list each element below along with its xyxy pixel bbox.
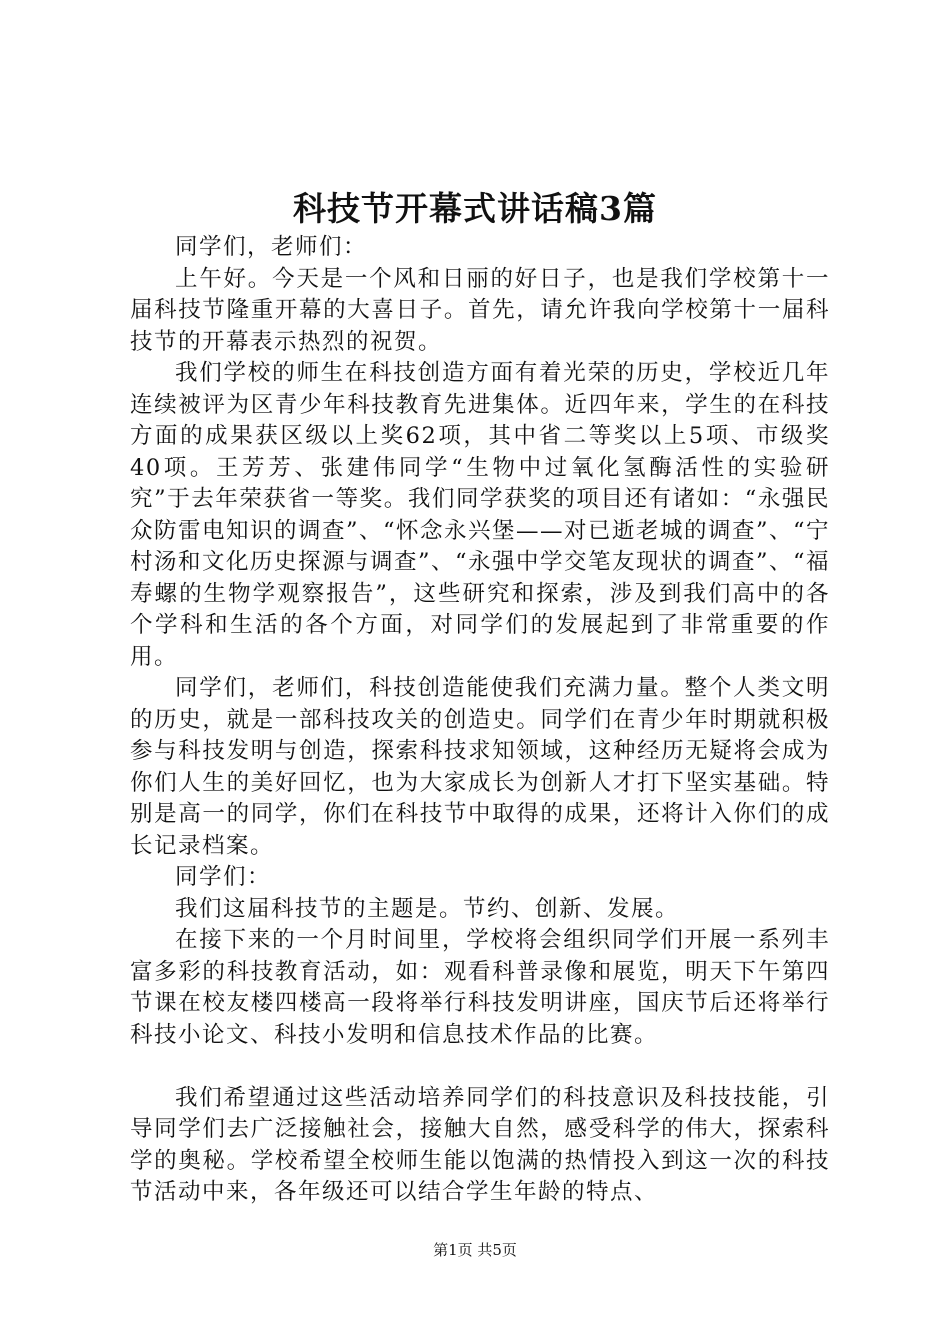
paragraph-significance: 同学们，老师们，科技创造能使我们充满力量。整个人类文明的历史，就是一部科技攻关的创造史。同学们在青少年时期就积极参与科技发明与创造，探索科技求知领域，这种经历无疑将会成为你们人生的美好回忆，也为大家成长为创新人才打下坚实基础。特别是高一的同学，你们在科技节中取得的成果，还将计入你们的成长记录档案。 — [130, 675, 830, 859]
paragraph-hopes: 我们希望通过这些活动培养同学们的科技意识及科技技能，引导同学们去广泛接触社会，接触大自然，感受科学的伟大，探索科学的奥秘。学校希望全校师生能以饱满的热情投入到这一次的科技节活动中来，各年级还可以结合学生年龄的特点、 — [130, 1084, 830, 1205]
paragraph-history: 我们学校的师生在科技创造方面有着光荣的历史，学校近几年连续被评为区青少年科技教育先进集体。近四年来，学生的在科技方面的成果获区级以上奖62项，其中省二等奖以上5项、市级奖40项。王芳芳、张建伟同学“生物中过氧化氢酶活性的实验研究”于去年荣获省一等奖。我们同学获奖的项目还有诸如：“永强民众防雷电知识的调查”、“怀念永兴堡——对已逝老城的调查”、“宁村汤和文化历史探源与调查”、“永强中学交笔友现状的调查”、“福寿螺的生物学观察报告”，这些研究和探索，涉及到我们高中的各个学科和生活的各个方面，对同学们的发展起到了非常重要的作用。 — [130, 360, 831, 670]
paragraph-theme: 我们这届科技节的主题是。节约、创新、发展。 — [175, 895, 680, 922]
paragraph-activities: 在接下来的一个月时间里，学校将会组织同学们开展一系列丰富多彩的科技教育活动，如：观看科普录像和展览，明天下午第四节课在校友楼四楼高一段将举行科技发明讲座，国庆节后还将举行科技小论文、科技小发明和信息技术作品的比赛。 — [130, 927, 830, 1048]
document-title: 科技节开幕式讲话稿3篇 — [293, 189, 657, 228]
paragraph-address: 同学们： — [175, 864, 272, 890]
paragraph-opening: 上午好。今天是一个风和日丽的好日子，也是我们学校第十一届科技节隆重开幕的大喜日子。首先，请允许我向学校第十一届科技节的开幕表示热烈的祝贺。 — [130, 265, 830, 355]
paragraph-greeting: 同学们，老师们： — [175, 234, 368, 260]
document-body — [130, 232, 830, 1209]
blank-line — [130, 1051, 830, 1083]
page-footer: 第1页 共5页 — [433, 1241, 517, 1259]
